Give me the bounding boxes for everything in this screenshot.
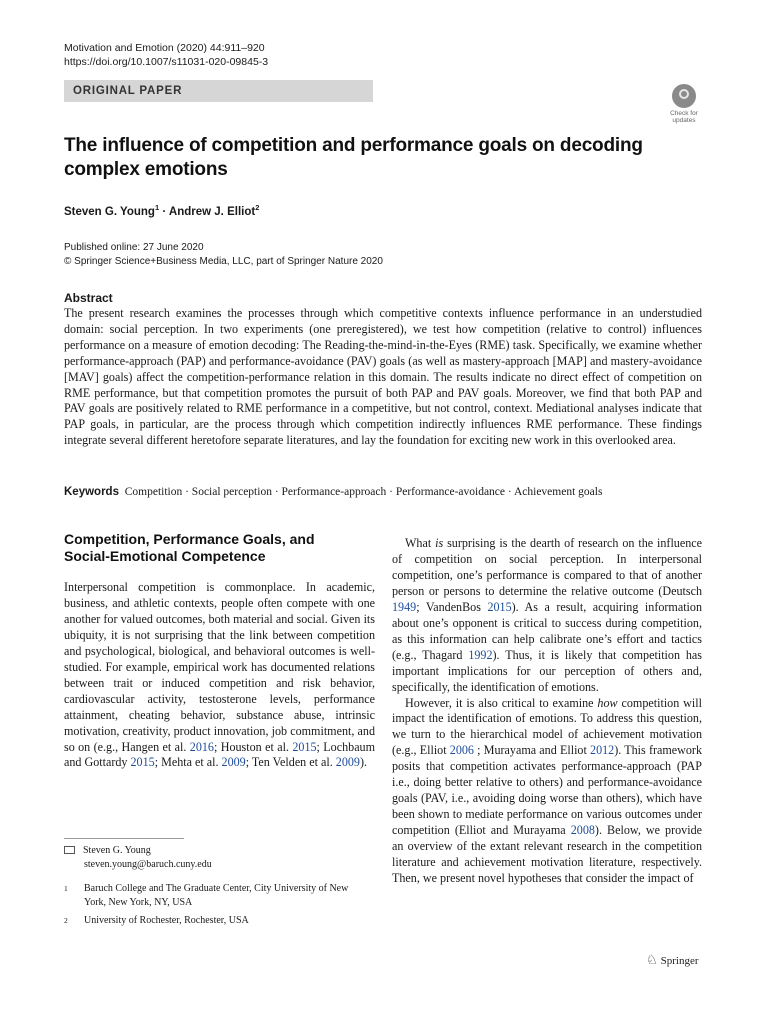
citation-link[interactable]: 2015 <box>292 739 317 754</box>
citation-link[interactable]: 2009 <box>335 755 360 770</box>
publication-info <box>64 241 383 269</box>
affiliation-2: University of Rochester, Rochester, USA <box>84 915 249 926</box>
keywords-list: Competition · Social perception · Performance-approach · Performance-avoidance · Achievement goals <box>124 486 603 498</box>
contact-email[interactable]: steven.young@baruch.cuny.edu <box>84 859 212 870</box>
affiliation-number-2: 2 <box>64 916 68 925</box>
citation-link[interactable]: 2009 <box>221 755 246 770</box>
check-for-updates-badge[interactable] <box>666 84 702 124</box>
published-date: Published online: 27 June 2020 <box>64 242 204 253</box>
article-type-banner <box>64 80 373 102</box>
doi-link[interactable]: https://doi.org/10.1007/s11031-020-09845-3 <box>64 56 269 68</box>
author-1[interactable]: Steven G. Young <box>64 205 155 218</box>
corresponding-author <box>64 844 151 858</box>
citation-link[interactable]: 1949 <box>392 599 417 614</box>
paragraph: However, it is also critical to examine how competition will impact the identification of emotions. To address this question, we turn to the hierarchical model of achievement motivation (e.g., Elliot 2006 ; Murayama and Elliot 2012). This framework posits that competition activates performance-approach (PAP i.e., doing better relative to others) and performance-avoidance goals (PAV, i.e., avoiding doing worse than others), which have been shown to mediate performance on various outcomes under competition (Elliot and Murayama 2008). Below, we provide an overview of the extant relevant research in the competition literature and achievement motivation literature, respectively. Then, we present novel hypotheses that consider the impact of <box>392 695 702 886</box>
author-1-affiliation: 1 <box>154 203 160 212</box>
citation-link[interactable]: 2015 <box>487 599 512 614</box>
abstract-text: The present research examines the processes through which competitive contexts influence performance in an understudied domain: social perception. In two experiments (one preregistered), we test how competition (relative to control) influences performance on a measure of emotion decoding: The Reading-the-mind-in-the-Eyes (RME) task. Specifically, we examine whether performance-approach (PAP) and performance-avoidance (PAV) goals (as well as mastery-approach [MAP] and mastery-avoidance [MAV] goals) affect the competition-performance relation in this domain. The results indicate no direct effect of competition on RME performance, but that competition promotes the pursuit of both PAP and PAV goals. Moreover, we find that both PAP and PAV goals are positively related to RME performance in a competitive, but not control, context. Mediational analyses indicate that PAP goals, in particular, are the process through which competition indirectly influences RME performance. These findings integrate several different heretofore separate literatures, and lay the foundation for exciting new work in this overlooked area. <box>64 306 702 448</box>
author-2[interactable]: Andrew J. Elliot <box>168 205 256 218</box>
affiliation-1: Baruch College and The Graduate Center, City University of New York, New York, NY, USA <box>84 883 349 908</box>
body-column-left: Interpersonal competition is commonplace. In academic, business, and athletic contexts, people often compete with one another for valued outcomes, both material and social. Given its ubiquity, it is not surprising that the link between competition and psychological, biological, and behavioral outcomes is well-studied. For example, empirical work has documented relations between trait or induced competition and risk behavior, cardiovascular activity, testosterone levels, performance attainment, cheating behavior, substance abuse, intrinsic motivation, creativity, product innovation, job commitment, and so on (e.g., Hangen et al. 2016; Houston et al. 2015; Lochbaum and Gottardy 2015; Mehta et al. 2009; Ten Velden et al. 2009). <box>64 580 376 770</box>
check-label-line2: updates <box>672 117 696 124</box>
author-2-affiliation: 2 <box>255 203 260 212</box>
journal-citation <box>64 41 268 69</box>
citation-link[interactable]: 2008 <box>570 823 595 838</box>
citation-link[interactable]: 2015 <box>130 755 155 770</box>
citation-link[interactable]: 2016 <box>189 739 214 754</box>
keywords <box>64 484 704 500</box>
body-column-right <box>392 536 702 887</box>
contact-name: Steven G. Young <box>83 845 151 856</box>
abstract-heading: Abstract <box>64 291 113 305</box>
journal-line: Motivation and Emotion (2020) 44:911–920 <box>64 42 265 54</box>
publisher-name: Springer <box>660 955 699 967</box>
article-type-label: ORIGINAL PAPER <box>73 85 183 97</box>
article-title: The influence of competition and performance goals on decoding complex emotions <box>64 135 643 180</box>
paragraph: What is surprising is the dearth of research on the influence of competition on social perception. In interpersonal competition, one’s performance is compared to that of another person or persons to determine the relative outcome (Deutsch 1949; VandenBos 2015). As a result, acquiring information about one’s opponent is critical to success during competition, as this information can help calibrate one’s effort and tactics (e.g., Thagard 1992). Thus, it is likely that competition has important implications for our perception of others and, specifically, the identification of emotions. <box>392 536 703 694</box>
keywords-label: Keywords <box>64 486 119 498</box>
citation-link[interactable]: 2012 <box>590 743 615 758</box>
check-for-updates-icon <box>672 84 696 108</box>
citation-link[interactable]: 2006 <box>449 743 474 758</box>
author-separator: · <box>159 205 169 218</box>
springer-horse-icon: ♘ <box>646 952 658 967</box>
check-label-line1: Check for <box>670 110 698 117</box>
publisher-logo <box>646 952 699 968</box>
copyright-notice: © Springer Science+Business Media, LLC, part of Springer Nature 2020 <box>64 256 383 267</box>
envelope-icon <box>64 846 75 854</box>
section-heading: Competition, Performance Goals, and Social-Emotional Competence <box>64 531 315 564</box>
author-list <box>64 203 259 218</box>
citation-link[interactable]: 1992 <box>468 647 493 662</box>
affiliation-number-1: 1 <box>64 884 68 893</box>
footnote-divider <box>64 838 184 839</box>
